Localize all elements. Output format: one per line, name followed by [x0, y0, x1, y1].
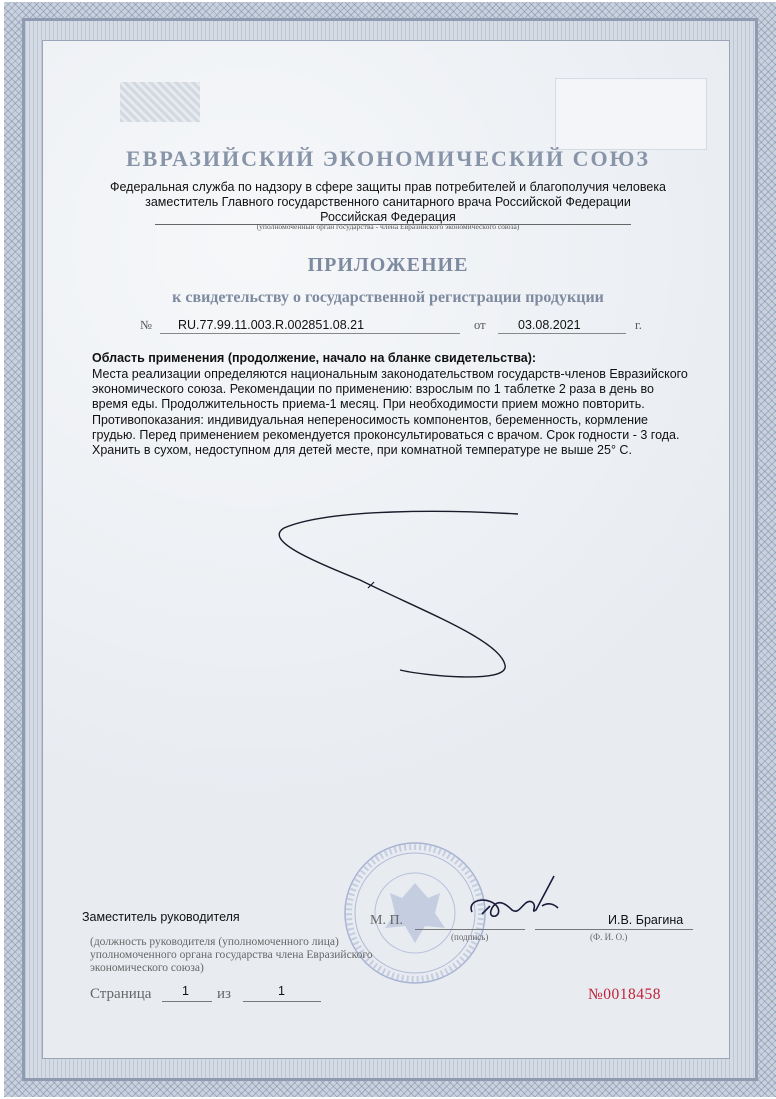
number-sign: №	[140, 318, 152, 332]
authority-line-2: заместитель Главного государственного санитарного врача Российской Федерации	[145, 195, 631, 209]
blank-security-area	[555, 78, 707, 150]
signature	[462, 868, 572, 938]
date-underline	[498, 333, 626, 334]
authority-line-3: Российская Федерация	[320, 210, 456, 224]
position-note: (должность руководителя (уполномоченного лица) уполномоченного органа государства члена Евразийского экономического союза)	[90, 936, 373, 974]
page-label: Страница	[90, 986, 152, 1002]
year-suffix: г.	[635, 318, 642, 332]
page-total: 1	[278, 984, 285, 998]
page-current-line	[162, 1001, 212, 1002]
seal-place-label: М. П.	[370, 913, 404, 928]
hologram-patch	[120, 82, 200, 122]
appendix-subtitle: к свидетельству о государственной регистрации продукции	[172, 289, 604, 306]
page-total-line	[243, 1001, 321, 1002]
registration-number: RU.77.99.11.003.R.002851.08.21	[178, 318, 365, 332]
serial-number: №0018458	[588, 986, 662, 1003]
signer-name: И.В. Брагина	[608, 913, 684, 927]
union-title: ЕВРАЗИЙСКИЙ ЭКОНОМИЧЕСКИЙ СОЮЗ	[125, 146, 651, 171]
authority-note: (уполномоченный орган государства - члена Евразийского экономического союза)	[256, 222, 520, 231]
name-label: (Ф. И. О.)	[590, 932, 628, 942]
signature-scribble	[270, 500, 540, 690]
authority-line-1: Федеральная служба по надзору в сфере защиты прав потребителей и благополучия человека	[109, 180, 667, 194]
signature-label: (подпись)	[451, 932, 489, 942]
number-underline	[160, 333, 460, 334]
scope-heading: Область применения (продолжение, начало на бланке свидетельства):	[92, 351, 537, 365]
date-from-label: от	[474, 318, 486, 332]
signer-position: Заместитель руководителя	[82, 910, 240, 924]
registration-date: 03.08.2021	[518, 318, 581, 332]
appendix-title: ПРИЛОЖЕНИЕ	[307, 254, 469, 276]
name-line	[535, 929, 693, 930]
page-of-label: из	[217, 986, 231, 1002]
scope-text: Места реализации определяются национальным законодательством государств-членов Евразийского экономического союза. Рекомендации по применению: взрослым по 1 таблетке 2 раза в день во время еды. Продолжительность приема-1 месяц. При необходимости прием можно повторить. Противопоказания: индивидуальная непереносимость компонентов, беременность, кормление грудью. Перед применением рекомендуется проконсультироваться с врачом. Срок годности - 3 года. Хранить в сухом, недоступном для детей месте, при комнатной температуре не выше 25° С.	[92, 367, 688, 458]
issuing-authority	[60, 180, 716, 225]
page-current: 1	[182, 984, 189, 998]
